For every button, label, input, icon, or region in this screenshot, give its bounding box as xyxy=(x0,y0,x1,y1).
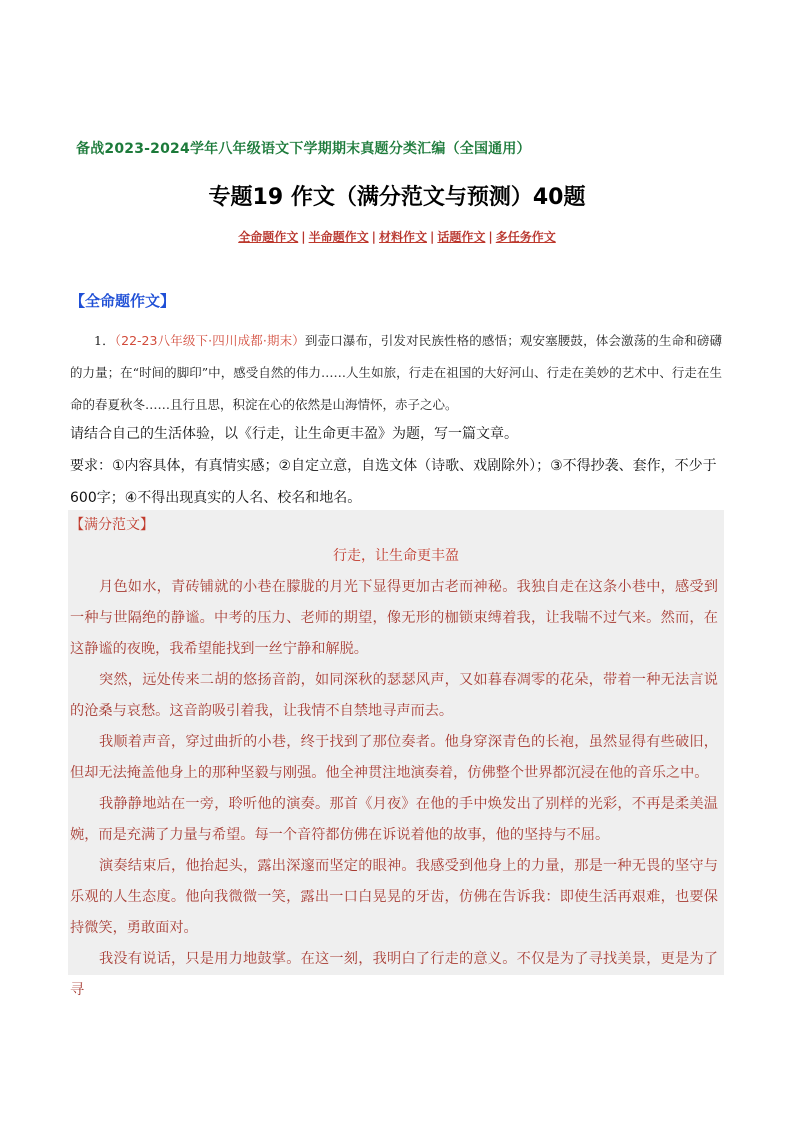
model-essay-label: 【满分范文】 xyxy=(70,517,154,533)
model-essay-box xyxy=(68,510,724,998)
model-essay-title: 行走，让生命更丰盈 xyxy=(333,548,459,564)
category-topic: 话题作文 xyxy=(437,230,486,244)
category-full-title: 全命题作文 xyxy=(238,230,299,244)
question-source: （22-23八年级下·四川成都·期末） xyxy=(114,333,305,348)
essay-paragraph: 我静静地站在一旁，聆听他的演奏。那首《月夜》在他的手中焕发出了别样的光彩，不再是柔美温婉，而是充满了力量与希望。每一个音符都仿佛在诉说着他的故事，他的坚持与不屈。 xyxy=(70,796,718,843)
category-multi-task: 多任务作文 xyxy=(495,230,556,244)
essay-paragraph: 我顺着声音，穿过曲折的小巷，终于找到了那位奏者。他身穿深青色的长袍，虽然显得有些破旧，但却无法掩盖他身上的那种坚毅与刚强。他全神贯注地演奏着，仿佛整个世界都沉浸在他的音乐之中。 xyxy=(70,734,718,781)
question-material: 到壶口瀑布，引发对民族性格的感悟；观安塞腰鼓，体会激荡的生命和磅礴的力量；在“时间的脚印”中，感受自然的伟力……人生如旅，行走在祖国的大好河山、行走在美妙的艺术中、行走在生命的春夏秋冬……且行且思，积淀在心的依然是山海情怀，赤子之心。 xyxy=(70,333,722,412)
essay-paragraph: 我没有说话，只是用力地鼓掌。在这一刻，我明白了行走的意义。不仅是为了寻找美景，更是为了寻 xyxy=(70,951,718,998)
essay-paragraph: 突然，远处传来二胡的悠扬音韵，如同深秋的瑟瑟风声，又如暮春凋零的花朵，带着一种无法言说的沧桑与哀愁。这音韵吸引着我，让我情不自禁地寻声而去。 xyxy=(70,672,718,719)
essay-paragraph: 演奏结束后，他抬起头，露出深邃而坚定的眼神。我感受到他身上的力量，那是一种无畏的坚守与乐观的人生态度。他向我微微一笑，露出一口白晃晃的牙齿，仿佛在告诉我：即使生活再艰难，也要保持微笑，勇敢面对。 xyxy=(70,858,718,936)
model-essay-body xyxy=(70,572,718,1006)
series-title: 备战2023-2024学年八年级语文下学期期末真题分类汇编（全国通用） xyxy=(76,141,531,157)
category-half-title: 半命题作文 xyxy=(308,230,369,244)
section-heading: 【全命题作文】 xyxy=(70,292,176,310)
category-separator: | xyxy=(371,230,376,244)
question-task: 请结合自己的生活体验，以《行走，让生命更丰盈》为题，写一篇文章。 xyxy=(70,426,518,442)
question-prompt xyxy=(70,325,722,421)
category-separator: | xyxy=(488,230,493,244)
category-material: 材料作文 xyxy=(378,230,427,244)
category-separator: | xyxy=(301,230,306,244)
question-requirements: 要求：①内容具体，有真情实感；②自定立意，自选文体（诗歌、戏剧除外）；③不得抄袭、套作，不少于600字；④不得出现真实的人名、校名和地名。 xyxy=(70,458,717,506)
page-title: 专题19 作文（满分范文与预测）40题 xyxy=(208,185,586,210)
category-bar xyxy=(0,228,794,245)
category-separator: | xyxy=(430,230,435,244)
essay-paragraph: 月色如水，青砖铺就的小巷在朦胧的月光下显得更加古老而神秘。我独自走在这条小巷中，感受到一种与世隔绝的静谧。中考的压力、老师的期望，像无形的枷锁束缚着我，让我喘不过气来。然而，在这静谧的夜晚，我希望能找到一丝宁静和解脱。 xyxy=(70,579,718,657)
question-number: 1． xyxy=(94,333,115,348)
